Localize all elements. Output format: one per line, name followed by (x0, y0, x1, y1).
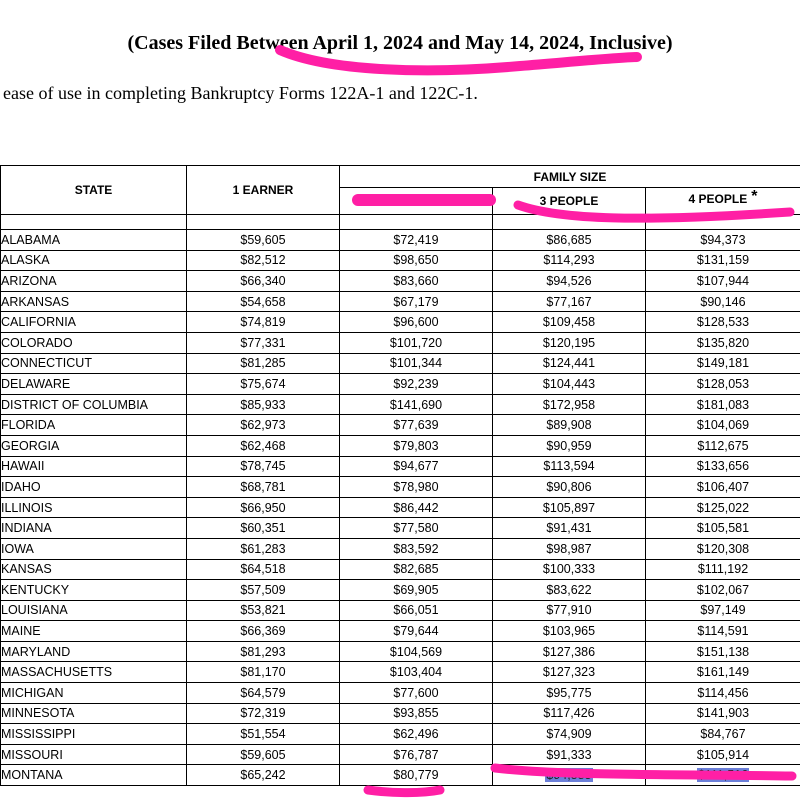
three-people-cell: $172,958 (493, 394, 646, 415)
three-people-cell: $109,458 (493, 312, 646, 333)
three-people-cell: $117,426 (493, 703, 646, 724)
three-people-cell: $91,431 (493, 518, 646, 539)
one-earner-cell: $62,973 (187, 415, 340, 436)
one-earner-cell: $59,605 (187, 744, 340, 765)
two-people-cell: $141,690 (340, 394, 493, 415)
four-people-cell (646, 765, 800, 786)
four-people-cell: $105,914 (646, 744, 800, 765)
one-earner-cell: $81,293 (187, 641, 340, 662)
four-people-cell: $128,053 (646, 374, 800, 395)
three-people-cell: $100,333 (493, 559, 646, 580)
state-cell: MONTANA (1, 765, 187, 786)
one-earner-cell: $51,554 (187, 724, 340, 745)
four-people-cell: $120,308 (646, 538, 800, 559)
three-people-cell: $77,167 (493, 291, 646, 312)
state-cell: HAWAII (1, 456, 187, 477)
four-people-cell: $128,533 (646, 312, 800, 333)
four-people-cell: $104,069 (646, 415, 800, 436)
one-earner-cell: $57,509 (187, 580, 340, 601)
two-people-cell: $78,980 (340, 477, 493, 498)
four-people-cell: $135,820 (646, 332, 800, 353)
median-income-table (0, 165, 800, 786)
two-people-cell: $76,787 (340, 744, 493, 765)
four-people-cell: $125,022 (646, 497, 800, 518)
four-people-cell: $102,067 (646, 580, 800, 601)
state-cell: ILLINOIS (1, 497, 187, 518)
four-people-cell: $131,159 (646, 250, 800, 271)
state-cell: MISSISSIPPI (1, 724, 187, 745)
two-people-cell: $79,803 (340, 435, 493, 456)
one-earner-cell: $61,283 (187, 538, 340, 559)
table-row (1, 230, 800, 251)
state-cell: FLORIDA (1, 415, 187, 436)
four-people-cell: $94,373 (646, 230, 800, 251)
one-earner-cell: $60,351 (187, 518, 340, 539)
state-cell: IDAHO (1, 477, 187, 498)
three-people-cell: $105,897 (493, 497, 646, 518)
two-people-cell: $77,600 (340, 683, 493, 704)
table-row (1, 744, 800, 765)
three-people-cell: $95,775 (493, 683, 646, 704)
two-people-cell: $83,660 (340, 271, 493, 292)
table-row (1, 765, 800, 786)
document-subtitle: ease of use in completing Bankruptcy Forms 122A-1 and 122C-1. (3, 83, 478, 103)
two-people-cell: $96,600 (340, 312, 493, 333)
table-row (1, 621, 800, 642)
column-header-4-people-label: 4 PEOPLE (688, 192, 748, 206)
state-cell: CONNECTICUT (1, 353, 187, 374)
selected-text: $111,516 (697, 768, 749, 783)
state-cell: IOWA (1, 538, 187, 559)
table-row (1, 291, 800, 312)
one-earner-cell: $81,285 (187, 353, 340, 374)
blank-cell (646, 215, 800, 230)
one-earner-cell: $54,658 (187, 291, 340, 312)
one-earner-cell: $85,933 (187, 394, 340, 415)
state-cell: INDIANA (1, 518, 187, 539)
one-earner-cell: $53,821 (187, 600, 340, 621)
table-row (1, 477, 800, 498)
table-row (1, 518, 800, 539)
state-cell: MISSOURI (1, 744, 187, 765)
table-row (1, 641, 800, 662)
state-cell: ARKANSAS (1, 291, 187, 312)
blank-cell (1, 215, 187, 230)
table-row (1, 374, 800, 395)
state-cell: GEORGIA (1, 435, 187, 456)
column-header-state: STATE (1, 166, 187, 215)
table-body (1, 230, 800, 786)
state-cell: KANSAS (1, 559, 187, 580)
one-earner-cell: $68,781 (187, 477, 340, 498)
state-cell: DISTRICT OF COLUMBIA (1, 394, 187, 415)
column-header-1-earner: 1 EARNER (187, 166, 340, 215)
selected-text: $94,585 (546, 768, 592, 783)
four-people-cell: $90,146 (646, 291, 800, 312)
four-people-cell: $111,192 (646, 559, 800, 580)
three-people-cell: $91,333 (493, 744, 646, 765)
document-title: (Cases Filed Between April 1, 2024 and May 14, 2024, Inclusive) (127, 32, 673, 54)
family-size-header: FAMILY SIZE (340, 166, 800, 188)
three-people-cell: $94,526 (493, 271, 646, 292)
state-cell: KENTUCKY (1, 580, 187, 601)
three-people-cell: $90,806 (493, 477, 646, 498)
three-people-cell: $120,195 (493, 332, 646, 353)
table-row (1, 538, 800, 559)
four-people-cell: $149,181 (646, 353, 800, 374)
one-earner-cell: $64,518 (187, 559, 340, 580)
table-row (1, 271, 800, 292)
table-row (1, 415, 800, 436)
table-row (1, 497, 800, 518)
table-row (1, 332, 800, 353)
state-cell: MARYLAND (1, 641, 187, 662)
three-people-cell: $74,909 (493, 724, 646, 745)
one-earner-cell: $82,512 (187, 250, 340, 271)
one-earner-cell: $81,170 (187, 662, 340, 683)
one-earner-cell: $66,340 (187, 271, 340, 292)
one-earner-cell: $65,242 (187, 765, 340, 786)
four-people-cell: $151,138 (646, 641, 800, 662)
four-people-cell: $84,767 (646, 724, 800, 745)
three-people-cell: $90,959 (493, 435, 646, 456)
table-row (1, 456, 800, 477)
two-people-cell: $101,344 (340, 353, 493, 374)
four-people-cell: $107,944 (646, 271, 800, 292)
four-people-cell: $114,591 (646, 621, 800, 642)
two-people-cell: $62,496 (340, 724, 493, 745)
two-people-cell: $67,179 (340, 291, 493, 312)
three-people-cell: $86,685 (493, 230, 646, 251)
table-row (1, 559, 800, 580)
table-row (1, 312, 800, 333)
two-people-cell: $93,855 (340, 703, 493, 724)
state-cell: ALABAMA (1, 230, 187, 251)
table-row (1, 683, 800, 704)
footnote-asterisk: * (751, 188, 758, 205)
two-people-cell: $77,580 (340, 518, 493, 539)
three-people-cell: $98,987 (493, 538, 646, 559)
two-people-cell: $101,720 (340, 332, 493, 353)
two-people-cell: $104,569 (340, 641, 493, 662)
three-people-cell: $83,622 (493, 580, 646, 601)
two-people-cell: $86,442 (340, 497, 493, 518)
four-people-cell: $114,456 (646, 683, 800, 704)
blank-cell (493, 215, 646, 230)
two-people-cell: $66,051 (340, 600, 493, 621)
four-people-cell: $161,149 (646, 662, 800, 683)
state-cell: COLORADO (1, 332, 187, 353)
one-earner-cell: $64,579 (187, 683, 340, 704)
table-row (1, 435, 800, 456)
four-people-cell: $105,581 (646, 518, 800, 539)
state-cell: MINNESOTA (1, 703, 187, 724)
column-header-2-people: 2 PEOPLE (340, 188, 493, 215)
two-people-cell: $72,419 (340, 230, 493, 251)
one-earner-cell: $59,605 (187, 230, 340, 251)
three-people-cell: $127,323 (493, 662, 646, 683)
two-people-cell: $92,239 (340, 374, 493, 395)
two-people-cell: $83,592 (340, 538, 493, 559)
two-people-cell: $82,685 (340, 559, 493, 580)
one-earner-cell: $74,819 (187, 312, 340, 333)
state-cell: CALIFORNIA (1, 312, 187, 333)
three-people-cell: $124,441 (493, 353, 646, 374)
one-earner-cell: $72,319 (187, 703, 340, 724)
state-cell: LOUISIANA (1, 600, 187, 621)
table-row (1, 600, 800, 621)
three-people-cell: $103,965 (493, 621, 646, 642)
two-people-cell: $103,404 (340, 662, 493, 683)
two-people-cell: $79,644 (340, 621, 493, 642)
montana-two-people-stroke (368, 790, 440, 793)
three-people-cell: $77,910 (493, 600, 646, 621)
column-header-4-people (646, 188, 800, 215)
three-people-cell: $127,386 (493, 641, 646, 662)
three-people-cell: $104,443 (493, 374, 646, 395)
blank-cell (187, 215, 340, 230)
one-earner-cell: $78,745 (187, 456, 340, 477)
state-cell: MASSACHUSETTS (1, 662, 187, 683)
four-people-cell: $97,149 (646, 600, 800, 621)
three-people-cell: $113,594 (493, 456, 646, 477)
state-cell: ALASKA (1, 250, 187, 271)
column-header-3-people: 3 PEOPLE (493, 188, 646, 215)
three-people-cell: $114,293 (493, 250, 646, 271)
blank-cell (340, 215, 493, 230)
one-earner-cell: $62,468 (187, 435, 340, 456)
table-row (1, 662, 800, 683)
three-people-cell: $89,908 (493, 415, 646, 436)
one-earner-cell: $66,950 (187, 497, 340, 518)
table-row (1, 353, 800, 374)
table-row (1, 250, 800, 271)
four-people-cell: $106,407 (646, 477, 800, 498)
two-people-cell: $69,905 (340, 580, 493, 601)
one-earner-cell: $66,369 (187, 621, 340, 642)
two-people-cell: $77,639 (340, 415, 493, 436)
two-people-cell: $98,650 (340, 250, 493, 271)
state-cell: DELAWARE (1, 374, 187, 395)
two-people-cell: $94,677 (340, 456, 493, 477)
one-earner-cell: $75,674 (187, 374, 340, 395)
four-people-cell: $141,903 (646, 703, 800, 724)
state-cell: MAINE (1, 621, 187, 642)
four-people-cell: $112,675 (646, 435, 800, 456)
state-cell: MICHIGAN (1, 683, 187, 704)
state-cell: ARIZONA (1, 271, 187, 292)
one-earner-cell: $77,331 (187, 332, 340, 353)
three-people-cell (493, 765, 646, 786)
table-row (1, 724, 800, 745)
four-people-cell: $133,656 (646, 456, 800, 477)
four-people-cell: $181,083 (646, 394, 800, 415)
two-people-cell: $80,779 (340, 765, 493, 786)
table-row (1, 580, 800, 601)
table-row (1, 394, 800, 415)
table-row (1, 703, 800, 724)
